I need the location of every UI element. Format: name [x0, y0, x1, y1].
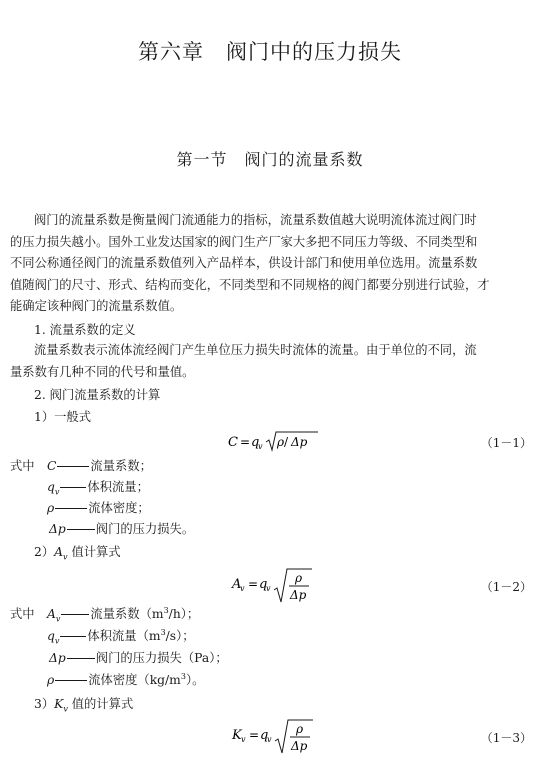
svg-text:q: q: [259, 577, 268, 592]
definition-paragraph: [10, 340, 534, 383]
formula-lhs: C: [228, 435, 238, 450]
definition-item: ρ 流体密度；: [47, 501, 150, 515]
text-line: 能确定该种阀门的流量系数值。: [10, 299, 183, 314]
definition-item: Δp 阀门的压力损失。: [49, 522, 195, 536]
text-line: 不同公称通径阀门的流量系数值列入产品样本，供设计部门和使用单位选用。流量系数: [10, 256, 478, 271]
heading-av-formula: $2)A_v$ 值计算式: [34, 545, 121, 562]
svg-text:/: /: [284, 435, 289, 449]
svg-text:v: v: [240, 584, 245, 593]
definitions-1: [10, 456, 530, 542]
text-line: 值随阀门的尺寸、形式、结构而变化，不同类型和不同规格的阀门都要分别进行试验，才: [10, 277, 490, 292]
svg-text:Δp: Δp: [291, 739, 308, 753]
svg-text:=: =: [248, 577, 259, 591]
formula-1-2-svg: [0, 566, 540, 606]
heading-definition: 1. 流量系数的定义: [34, 323, 136, 337]
heading-general-formula: 1）一般式: [34, 410, 92, 424]
where-label: 式中: [10, 459, 35, 473]
svg-text:A: A: [232, 577, 242, 592]
text-line: 流量系数表示流体流经阀门产生单位压力损失时流体的流量。由于单位的不同，流: [34, 343, 477, 357]
formula-num: ρ: [277, 435, 285, 449]
svg-text:v: v: [266, 584, 271, 593]
definition-item: C 流量系数；: [47, 459, 152, 473]
definition-item: Δp 阀门的压力损失（Pa）；: [49, 651, 228, 665]
heading-calculation: 2. 阀门流量系数的计算: [34, 388, 161, 402]
where-label: 式中: [10, 607, 35, 621]
formula-eq: =: [240, 435, 251, 449]
section-title: 第一节 阀门的流量系数: [176, 150, 364, 169]
formula-1-3-svg: [0, 717, 540, 757]
equation-number: （1－1）: [480, 436, 532, 450]
svg-text:v: v: [267, 735, 272, 744]
definitions-2: [10, 604, 530, 690]
text-line: 阀门的流量系数是衡量阀门流通能力的指标，流量系数值越大说明流体流过阀门时: [34, 213, 477, 227]
text-line: 量系数有几种不同的代号和量值。: [10, 364, 195, 379]
svg-text:v: v: [241, 735, 246, 744]
formula-q: q: [251, 435, 260, 450]
definition-item: ρ 流体密度$(kg/m^3)$。: [47, 671, 205, 687]
svg-text:ρ: ρ: [295, 571, 303, 585]
formula-1-1-svg: [0, 426, 540, 460]
equation-number: （1－3）: [480, 731, 532, 745]
formula-1-2: [0, 566, 540, 606]
formula-1-1: [0, 426, 540, 460]
chapter-title: 第六章 阀门中的压力损失: [138, 40, 402, 64]
svg-text:K: K: [232, 728, 242, 743]
heading-kv-formula: $3)K_v$ 值的计算式: [34, 697, 134, 714]
definition-item: $q_v$ 体积流量；: [47, 480, 149, 497]
intro-paragraph: [10, 210, 534, 318]
equation-number: （1－2）: [480, 580, 532, 594]
formula-den: Δp: [291, 435, 308, 449]
formula-q-sub: v: [258, 442, 263, 451]
svg-text:ρ: ρ: [296, 722, 304, 736]
svg-text:Δp: Δp: [290, 588, 307, 602]
text-line: 的压力损失越小。国外工业发达国家的阀门生产厂家大多把不同压力等级、不同类型和: [10, 234, 478, 249]
formula-1-3: [0, 717, 540, 757]
definition-item: $q_v$ 体积流量$(m^3/s)$；: [47, 627, 195, 646]
svg-text:=: =: [249, 728, 260, 742]
definition-item: $A_v$ 流量系数$(m^3/h)$；: [47, 605, 200, 624]
svg-text:q: q: [260, 728, 269, 743]
